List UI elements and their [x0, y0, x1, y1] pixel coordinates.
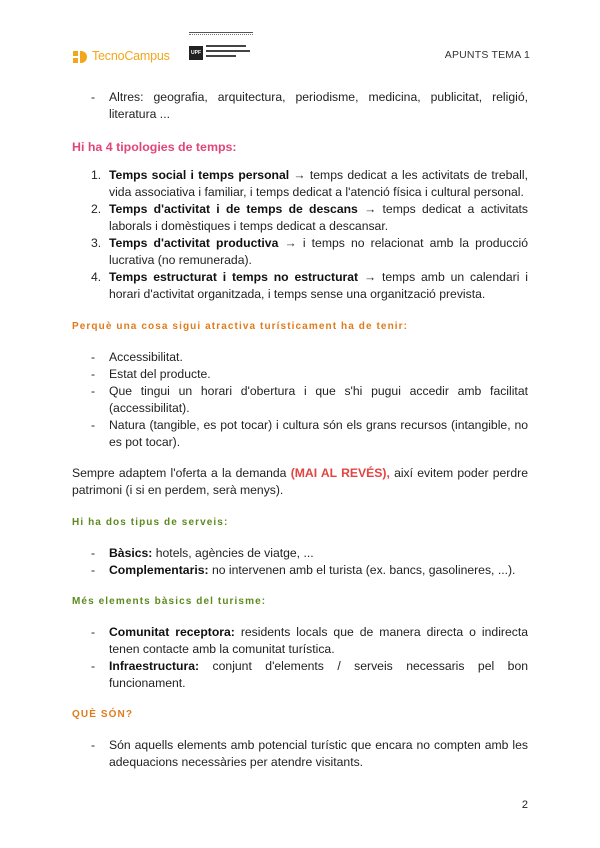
supply-paragraph: Sempre adaptem l'oferta a la demanda (MAI AL REVÉS), així evitem poder perdre patrimoni (i si en perdem, serà menys).	[72, 466, 528, 497]
list-item: - Comunitat receptora: residents locals que de manera directa o indirecta tenen contacte amb la comunitat turística.	[72, 624, 528, 658]
elements-heading: Més elements bàsics del turisme:	[72, 596, 267, 607]
list-item: - Que tingui un horari d'obertura i que s'hi pugui accedir amb facilitat (accessibilitat).	[72, 383, 528, 417]
list-item: 4. Temps estructurat i temps no estructurat → temps amb un calendari i horari d'activitat organitzada, i temps sense una organització prevista.	[91, 270, 528, 301]
what-heading: QUÈ SÓN?	[72, 709, 134, 720]
intro-list	[72, 89, 528, 123]
list-item: 3. Temps d'activitat productiva → i temps no relacionat amb la producció lucrativa (no remunerada).	[91, 236, 528, 267]
services-heading: Hi ha dos tipus de serveis:	[72, 517, 229, 528]
page-content	[72, 89, 528, 771]
list-item: - Accessibilitat.	[72, 349, 528, 366]
tecnocampus-logo	[73, 48, 170, 65]
what-list	[72, 737, 528, 771]
elements-list	[72, 624, 528, 692]
list-item: - Bàsics: hotels, agències de viatge, ...	[72, 545, 528, 562]
tecnocampus-mark-icon	[73, 51, 87, 63]
upf-logo: UPF	[189, 32, 261, 70]
list-item: - Altres: geografia, arquitectura, periodisme, medicina, publicitat, religió, literatura ...	[72, 89, 528, 123]
tecnocampus-logo-text: TecnoCampus	[92, 49, 170, 63]
list-item: 1. Temps social i temps personal → temps dedicat a les activitats de treball, vida associativa i familiar, i temps dedicat a l'atenció física i cultural personal.	[91, 168, 528, 199]
page-number: 2	[521, 799, 528, 811]
typologies-list	[72, 167, 528, 303]
list-item: - Infraestructura: conjunt d'elements / serveis necessaris pel bon funcionament.	[72, 658, 528, 692]
attraction-list	[72, 349, 528, 451]
list-item: - Són aquells elements amb potencial turístic que encara no compten amb les adequacions necessàries per atendre visitants.	[72, 737, 528, 771]
list-item: - Complementaris: no intervenen amb el turista (ex. bancs, gasolineres, ...).	[72, 562, 528, 579]
list-item: - Natura (tangible, es pot tocar) i cultura són els grans recursos (intangible, no es pot tocar).	[72, 417, 528, 451]
page-header	[70, 28, 530, 72]
section-label: APUNTS TEMA 1	[444, 49, 530, 61]
services-list	[72, 545, 528, 579]
attraction-heading: Perquè una cosa sigui atractiva turísticament ha de tenir:	[72, 321, 409, 332]
list-item: - Estat del producte.	[72, 366, 528, 383]
typologies-heading: Hi ha 4 tipologies de temps:	[72, 140, 237, 154]
list-item: 2. Temps d'activitat i de temps de descans → temps dedicat a activitats laborals i domèstiques i temps dedicat a descansar.	[91, 202, 528, 233]
